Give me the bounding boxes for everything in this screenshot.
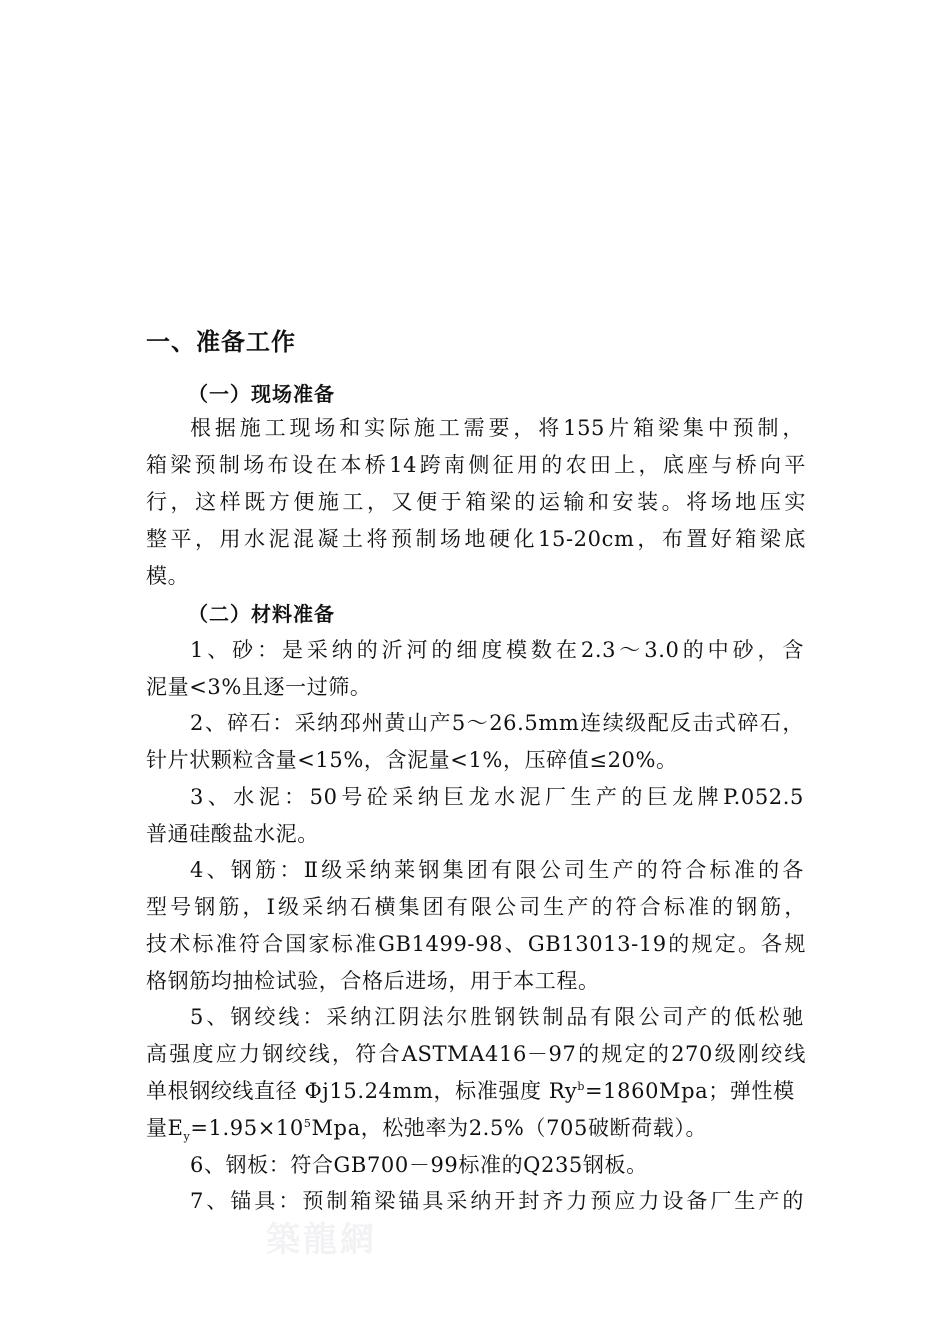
item-cement-line: 普通硅酸盐水泥。 bbox=[146, 822, 319, 846]
paragraph-line: 整平，用水泥混凝土将预制场地硬化15-20cm，布置好箱梁底 bbox=[146, 527, 806, 551]
item-strand-line: 5、钢绞线：采纳江阴法尔胜钢铁制品有限公司产的低松驰 bbox=[190, 1005, 804, 1029]
item-strand-line: 单根钢绞线直径 Φj15.24mm，标准强度 $Ry^b=1860Mpa$；弹性模 bbox=[146, 1079, 795, 1103]
paragraph-line: 行，这样既方便施工，又便于箱梁的运输和安装。将场地压实 bbox=[146, 490, 806, 514]
item-rebar-line: 型号钢筋，Ⅰ级采纳石横集团有限公司生产的符合标准的钢筋， bbox=[146, 895, 806, 919]
item-rebar-line: 格钢筋均抽检试验，合格后进场，用于本工程。 bbox=[146, 969, 600, 993]
item-rebar-line: 4、钢筋：Ⅱ级采纳莱钢集团有限公司生产的符合标准的各 bbox=[190, 858, 804, 882]
item-gravel-line: 2、碎石：采纳邳州黄山产5～26.5mm连续级配反击式碎石， bbox=[190, 711, 804, 735]
item-steel-plate-line: 6、钢板：符合GB700－99标准的Q235钢板。 bbox=[190, 1153, 648, 1177]
section-title-materials: （二）材料准备 bbox=[188, 602, 335, 626]
item-gravel-line: 针片状颗粒含量<15%，含泥量<1%，压碎值≤20%。 bbox=[146, 748, 678, 772]
item-anchor-line: 7、锚具：预制箱梁锚具采纳开封齐力预应力设备厂生产的 bbox=[190, 1189, 804, 1213]
watermark: 築龍網 bbox=[266, 1220, 377, 1260]
paragraph-line: 箱梁预制场布设在本桥14跨南侧征用的农田上，底座与桥向平 bbox=[146, 453, 806, 477]
paragraph-line: 根据施工现场和实际施工需要，将155片箱梁集中预制， bbox=[190, 416, 804, 440]
main-heading: 一、准备工作 bbox=[146, 328, 296, 356]
item-cement-line: 3、水泥：50号砼采纳巨龙水泥厂生产的巨龙牌P.052.5 bbox=[190, 785, 804, 809]
section-title-site-prep: （一）现场准备 bbox=[188, 382, 335, 406]
item-strand-line: 量$E_y=1.95\times 10^5Mpa$，松弛率为2.5%（705破断荷载）。 bbox=[146, 1116, 708, 1144]
paragraph-line: 模。 bbox=[146, 564, 190, 588]
item-rebar-line: 技术标准符合国家标准GB1499-98、GB13013-19的规定。各规 bbox=[146, 932, 806, 956]
item-strand-line: 高强度应力钢绞线，符合ASTMA416－97的规定的270级刚绞线 bbox=[146, 1042, 806, 1066]
item-sand-line: 泥量<3%且逐一过筛。 bbox=[146, 675, 372, 699]
item-sand-line: 1、砂：是采纳的沂河的细度模数在2.3～3.0的中砂，含 bbox=[190, 638, 804, 662]
